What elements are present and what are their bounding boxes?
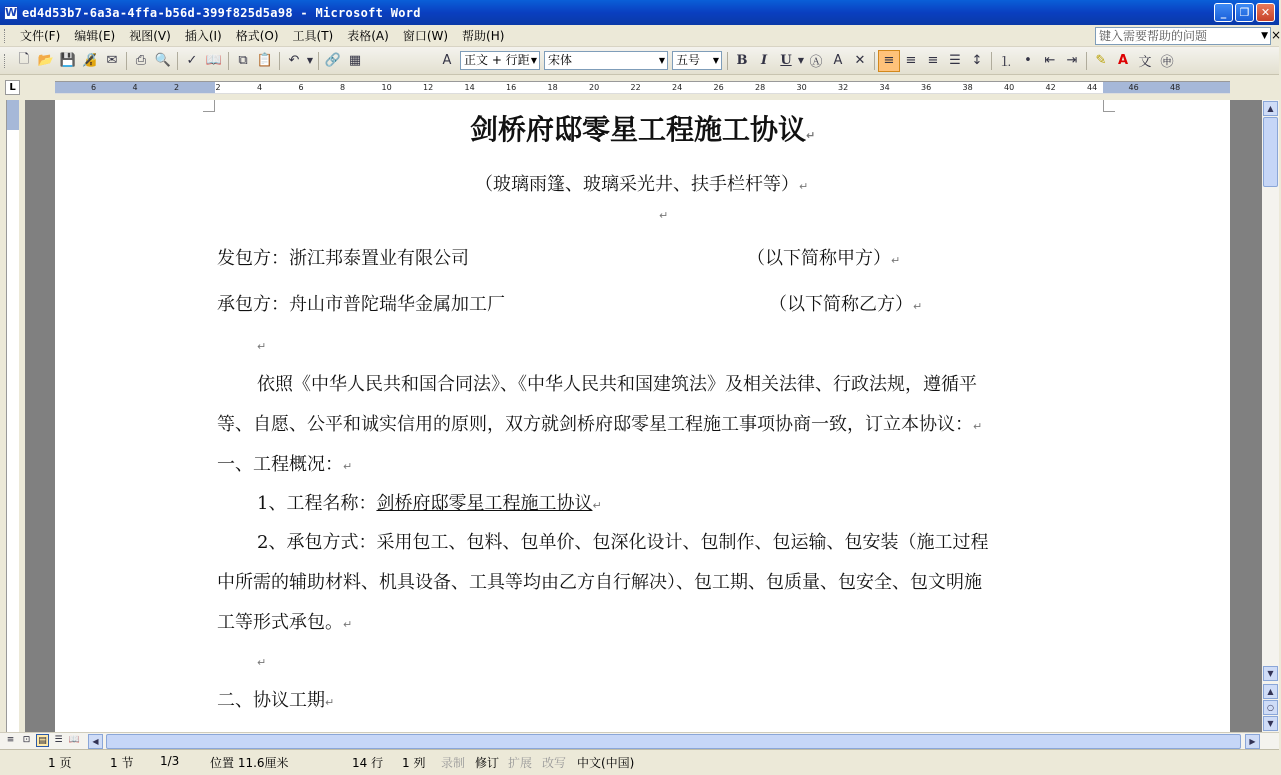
empty-paragraph[interactable] — [257, 334, 266, 355]
item-2-line-2-text: 中所需的辅助材料、机具设备、工具等均由乙方自行解决）、包工期、包质量、包安全、包文明施 — [217, 572, 982, 593]
toolbar-separator — [279, 52, 280, 70]
select-browse-object-icon[interactable]: ○ — [1263, 700, 1278, 715]
status-page: 1 页 — [48, 756, 72, 770]
party-b-alias-text: （以下简称乙方） — [769, 294, 913, 315]
print-layout-view-icon[interactable]: ▤ — [36, 734, 49, 747]
hyperlink-icon[interactable]: 🔗 — [324, 53, 342, 68]
undo-dropdown-icon[interactable]: ▼ — [306, 56, 314, 65]
vertical-ruler-strip[interactable] — [6, 100, 19, 732]
vertical-ruler-top-margin — [7, 100, 19, 130]
document-page[interactable] — [55, 100, 1230, 740]
bold-button[interactable]: B — [736, 53, 748, 68]
distributed-icon[interactable]: ☰ — [949, 53, 961, 68]
increase-indent-icon[interactable]: ⇥ — [1066, 53, 1078, 68]
ruler-strip[interactable] — [55, 81, 1230, 94]
help-search-input[interactable] — [1095, 27, 1271, 45]
vertical-ruler — [0, 100, 25, 732]
margin-corner-right — [1103, 100, 1115, 112]
doc-title[interactable] — [470, 108, 815, 148]
toolbar — [0, 47, 1279, 75]
paragraph-mark: ↵ — [325, 696, 335, 709]
ruler-number: 44 — [1087, 83, 1098, 92]
toolbar-separator — [874, 52, 875, 70]
paragraph-mark: ↵ — [343, 618, 353, 631]
menu-help[interactable]: 帮助(H) — [462, 29, 505, 43]
previous-page-icon[interactable]: ▲ — [1263, 684, 1278, 699]
intro-line-1[interactable] — [257, 370, 977, 396]
menu-file[interactable]: 文件(F) — [20, 29, 61, 43]
ruler-number: 16 — [506, 83, 517, 92]
menu-insert[interactable]: 插入(I) — [184, 29, 222, 43]
close-document-icon[interactable]: × — [1271, 28, 1281, 42]
ruler-number: 2 — [215, 83, 221, 92]
paragraph-mark: ↵ — [659, 209, 669, 222]
web-view-icon[interactable]: ⊡ — [22, 735, 31, 745]
section-2-heading[interactable] — [217, 686, 334, 712]
margin-corner-left — [203, 100, 215, 112]
ruler-number: 34 — [879, 83, 890, 92]
chevron-down-icon[interactable]: ▼ — [658, 56, 665, 65]
next-page-icon[interactable]: ▼ — [1263, 716, 1278, 731]
chevron-down-icon[interactable]: ▼ — [712, 56, 719, 65]
reading-view-icon[interactable]: 📖 — [68, 735, 81, 745]
ruler-number: 20 — [589, 83, 600, 92]
char-scaling-icon[interactable]: ✕ — [854, 53, 866, 68]
styles-formatting-icon[interactable]: A — [442, 53, 452, 68]
ruler-number: 26 — [713, 83, 724, 92]
close-button[interactable]: ✕ — [1256, 3, 1275, 22]
title-bar — [0, 0, 1279, 25]
paste-icon[interactable]: 📋 — [256, 53, 274, 68]
char-border-icon[interactable]: Ⓐ — [809, 55, 823, 70]
status-overtype[interactable]: 改写 — [542, 756, 567, 770]
ruler-number: 22 — [630, 83, 641, 92]
document-area[interactable] — [25, 100, 1262, 732]
ruler-number: 10 — [381, 83, 392, 92]
ruler-number: 24 — [672, 83, 683, 92]
item-2-line-3[interactable] — [217, 608, 352, 634]
status-extend[interactable]: 扩展 — [508, 756, 533, 770]
font-combo-value: 宋体 — [548, 53, 573, 67]
underline-dropdown-icon[interactable]: ▼ — [797, 56, 805, 65]
ruler-number: 2 — [174, 83, 180, 92]
decrease-indent-icon[interactable]: ⇤ — [1044, 53, 1056, 68]
party-b-line[interactable] — [217, 290, 505, 316]
toolbar-separator — [1086, 52, 1087, 70]
window-title: ed4d53b7-6a3a-4ffa-b56d-399f825d5a98 - Microsoft Word — [22, 5, 421, 20]
underline-button[interactable]: U — [780, 53, 792, 68]
menu-bar — [0, 25, 1279, 47]
status-line: 14 行 — [352, 756, 384, 770]
empty-paragraph[interactable] — [257, 650, 266, 671]
party-a-alias[interactable] — [747, 244, 900, 270]
ruler-number: 4 — [257, 83, 263, 92]
ruler-number: 28 — [755, 83, 766, 92]
paragraph-mark: ↵ — [891, 254, 901, 267]
help-search-placeholder: 键入需要帮助的问题 — [1099, 29, 1208, 43]
party-a-alias-text: （以下简称甲方） — [747, 248, 891, 269]
item-2-line-3-text: 工等形式承包。 — [217, 612, 343, 633]
menu-view[interactable]: 视图(V) — [129, 29, 171, 43]
line-spacing-icon[interactable]: ↕ — [971, 53, 983, 68]
print-icon[interactable]: ⎙ — [135, 53, 147, 68]
italic-button[interactable]: I — [760, 53, 768, 68]
ruler-number: 6 — [91, 83, 97, 92]
party-a-line[interactable] — [217, 244, 469, 270]
status-language: 中文(中国) — [577, 756, 635, 770]
scroll-down-icon[interactable]: ▼ — [1263, 666, 1278, 681]
font-combo[interactable] — [544, 51, 668, 70]
intro-line-1-text: 依照《中华人民共和国合同法》、《中华人民共和国建筑法》及相关法律、行政法规，遵循平 — [257, 374, 977, 395]
restore-button[interactable]: ❐ — [1235, 3, 1254, 22]
item-1-label: 1、工程名称： — [257, 493, 377, 514]
scroll-left-icon[interactable]: ◀ — [88, 734, 103, 749]
style-combo-value: 正文 + 行距 — [464, 53, 530, 67]
ruler-number: 6 — [298, 83, 304, 92]
spelling-icon[interactable]: ✓ — [186, 53, 198, 68]
toolbar-separator — [126, 52, 127, 70]
intro-line-2[interactable] — [217, 410, 982, 436]
toolbar-separator — [991, 52, 992, 70]
ruler-number: 40 — [1004, 83, 1015, 92]
section-1-text: 一、工程概况： — [217, 454, 343, 475]
horizontal-scrollbar[interactable] — [0, 732, 1279, 749]
scroll-up-icon[interactable]: ▲ — [1263, 101, 1278, 116]
doc-subtitle-text: （玻璃雨篷、玻璃采光井、扶手栏杆等） — [475, 174, 799, 195]
menu-tools[interactable]: 工具(T) — [292, 29, 334, 43]
toolbar-separator — [727, 52, 728, 70]
status-column: 1 列 — [402, 756, 426, 770]
status-position: 位置 11.6厘米 — [210, 756, 289, 770]
status-bar — [0, 749, 1279, 775]
paragraph-mark: ↵ — [257, 656, 267, 669]
vertical-scroll-thumb[interactable] — [1263, 117, 1278, 187]
horizontal-scroll-track[interactable] — [88, 734, 1261, 749]
item-1-value: 剑桥府邸零星工程施工协议 — [376, 493, 593, 514]
ruler-number: 8 — [340, 83, 346, 92]
item-2-line-2[interactable] — [217, 568, 982, 594]
char-shading-icon[interactable]: A — [833, 53, 843, 68]
ruler-number: 4 — [132, 83, 138, 92]
party-b-alias[interactable] — [769, 290, 922, 316]
minimize-button[interactable]: _ — [1214, 3, 1233, 22]
doc-subtitle[interactable] — [475, 170, 808, 196]
ruler-number: 32 — [838, 83, 849, 92]
horizontal-ruler — [0, 75, 1279, 100]
phonetic-guide-icon[interactable]: 文 — [1138, 55, 1152, 70]
font-size-combo[interactable] — [672, 51, 722, 70]
permission-icon[interactable]: 🔏 — [81, 53, 99, 68]
menu-format[interactable]: 格式(O) — [235, 29, 279, 43]
ruler-number: 36 — [921, 83, 932, 92]
toolbar-separator — [228, 52, 229, 70]
party-b-text: 承包方：舟山市普陀瑞华金属加工厂 — [217, 294, 505, 315]
style-combo[interactable] — [460, 51, 540, 70]
ruler-number: 46 — [1128, 83, 1139, 92]
table-icon[interactable]: ▦ — [348, 53, 362, 68]
save-icon[interactable]: 💾 — [59, 53, 77, 68]
new-icon[interactable]: 🗋 — [18, 51, 30, 67]
paragraph-mark: ↵ — [806, 129, 816, 142]
party-a-text: 发包方：浙江邦泰置业有限公司 — [217, 248, 469, 269]
vertical-scrollbar[interactable] — [1262, 100, 1279, 732]
ruler-number: 18 — [547, 83, 558, 92]
undo-icon[interactable]: ↶ — [288, 53, 300, 68]
doc-title-text: 剑桥府邸零星工程施工协议 — [470, 113, 807, 146]
menu-window[interactable]: 窗口(W) — [402, 29, 449, 43]
open-icon[interactable]: 📂 — [37, 53, 55, 68]
item-1-line[interactable] — [257, 489, 602, 515]
enclose-char-icon[interactable]: ㊥ — [1160, 55, 1174, 70]
font-color-icon[interactable]: A — [1117, 53, 1129, 68]
toolbar-separator — [318, 52, 319, 70]
paragraph-mark: ↵ — [973, 420, 983, 433]
item-2-line-1-text: 2、承包方式：采用包工、包料、包单价、包深化设计、包制作、包运输、包安装（施工过程 — [257, 532, 989, 553]
research-icon[interactable]: 📖 — [205, 53, 223, 68]
item-2-line-1[interactable] — [257, 528, 988, 554]
justify-icon[interactable]: ≡ — [878, 50, 900, 72]
font-size-value: 五号 — [676, 53, 701, 67]
paragraph-mark: ↵ — [257, 340, 267, 353]
align-center-icon[interactable]: ≡ — [905, 53, 917, 68]
section-1-heading[interactable] — [217, 450, 352, 476]
chevron-down-icon[interactable]: ▼ — [1261, 31, 1268, 41]
toolbar-grip[interactable] — [4, 54, 7, 68]
menu-table[interactable]: 表格(A) — [347, 29, 389, 43]
ruler-number: 42 — [1045, 83, 1056, 92]
empty-paragraph[interactable] — [659, 203, 668, 224]
bullets-icon[interactable]: • — [1024, 53, 1032, 68]
outline-view-icon[interactable]: ☰ — [54, 735, 63, 745]
print-preview-icon[interactable]: 🔍 — [154, 53, 172, 68]
ruler-number: 12 — [423, 83, 434, 92]
ruler-number: 14 — [464, 83, 475, 92]
ruler-number: 38 — [962, 83, 973, 92]
status-pages: 1/3 — [160, 754, 180, 768]
status-record[interactable]: 录制 — [441, 756, 466, 770]
section-2-text: 二、协议工期 — [217, 690, 325, 711]
ruler-number: 30 — [796, 83, 807, 92]
toolbar-separator — [177, 52, 178, 70]
normal-view-icon[interactable]: ≡ — [6, 735, 15, 745]
view-buttons — [4, 734, 81, 747]
status-section: 1 节 — [110, 756, 134, 770]
highlight-icon[interactable]: ✎ — [1095, 53, 1107, 68]
intro-line-2-text: 等、自愿、公平和诚实信用的原则，双方就剑桥府邸零星工程施工事项协商一致，订立本协议： — [217, 414, 973, 435]
menu-edit[interactable]: 编辑(E) — [74, 29, 116, 43]
word-app-icon[interactable]: W — [4, 6, 18, 19]
ruler-ticks — [55, 83, 1230, 94]
menu-grip[interactable] — [4, 29, 7, 43]
horizontal-scroll-thumb[interactable] — [106, 734, 1241, 749]
status-track-changes[interactable]: 修订 — [475, 756, 500, 770]
scroll-right-icon[interactable]: ▶ — [1245, 734, 1260, 749]
paragraph-mark: ↵ — [592, 499, 602, 512]
chevron-down-icon[interactable]: ▼ — [530, 56, 537, 65]
align-right-icon[interactable]: ≡ — [927, 53, 939, 68]
numbering-icon[interactable]: ⒈ — [999, 55, 1013, 70]
email-icon[interactable]: ✉ — [106, 53, 118, 68]
tab-selector[interactable]: L — [5, 80, 20, 95]
ruler-number: 48 — [1170, 83, 1181, 92]
paragraph-mark: ↵ — [799, 180, 809, 193]
paragraph-mark: ↵ — [913, 300, 923, 313]
copy-icon[interactable]: ⧉ — [238, 53, 248, 68]
paragraph-mark: ↵ — [343, 460, 353, 473]
